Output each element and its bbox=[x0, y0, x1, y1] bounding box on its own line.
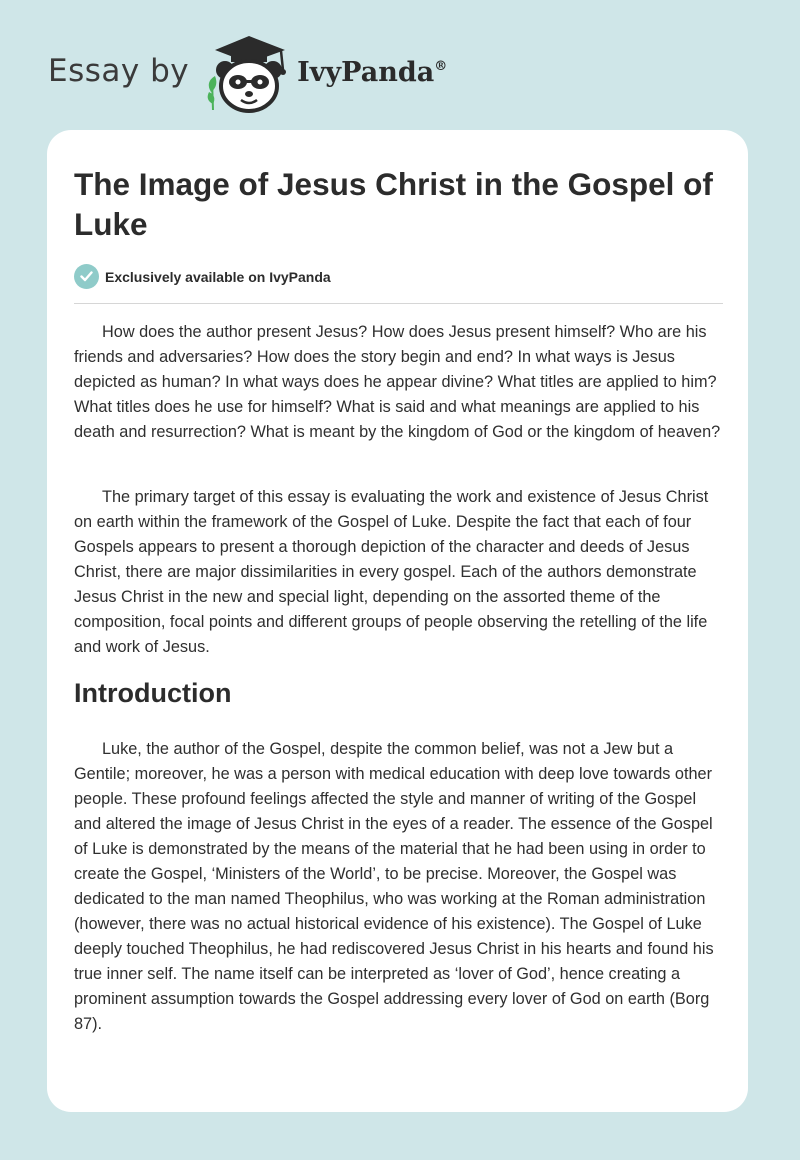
essay-card bbox=[47, 130, 748, 1112]
panda-graduate-icon[interactable] bbox=[203, 30, 293, 114]
site-header bbox=[48, 30, 447, 114]
paragraph: The primary target of this essay is evaluating the work and existence of Jesus Christ on earth within the framework of the Gospel of Luke. Despite the fact that each of four Gospels appears to present a thorough depiction of the character and deeds of Jesus Christ, there are major dissimilarities in every gospel. Each of the authors demonstrate Jesus Christ in the new and special light, depending on the assorted theme of the composition, focal points and different groups of people observing the retelling of the life and work of Jesus. bbox=[74, 488, 709, 656]
check-circle-icon bbox=[74, 264, 99, 289]
badge-label: Exclusively available on IvyPanda bbox=[105, 268, 331, 285]
exclusive-badge bbox=[74, 264, 331, 289]
paragraph: How does the author present Jesus? How does Jesus present himself? Who are his friends and adversaries? How does the story begin and end? In what ways is Jesus depicted as human? In what ways does he appear divine? What titles are applied to him? What titles does he use for himself? What is said and what meanings are applied to his death and resurrection? What is meant by the kingdom of God or the kingdom of heaven? bbox=[74, 323, 721, 441]
divider bbox=[74, 303, 723, 304]
page-title: The Image of Jesus Christ in the Gospel of Luke bbox=[74, 166, 713, 242]
paragraph: Luke, the author of the Gospel, despite the common belief, was not a Jew but a Gentile; moreover, he was a person with medical education with deep love towards other people. These profound feelings affected the style and manner of writing of the Gospel and altered the image of Jesus Christ in the eyes of a reader. The essence of the Gospel of Luke is demonstrated by the means of the material that he had been using in order to create the Gospel, ‘Ministers of the World’, to be precise. Moreover, the Gospel was dedicated to the man named Theophilus, who was working at the Roman administration (however, there was no actual historical evidence of his existence). The Gospel of Luke deeply touched Theophilus, he had rediscovered Jesus Christ in his hearts and found his true inner self. The name itself can be interpreted as ‘lover of God’, hence creating a prominent assumption towards the Gospel addressing every lover of God on earth (Borg 87). bbox=[74, 740, 714, 1033]
brand-name[interactable]: IvyPanda® bbox=[297, 56, 448, 88]
section-heading: Introduction bbox=[74, 678, 232, 708]
essay-by-label: Essay by bbox=[48, 53, 190, 89]
